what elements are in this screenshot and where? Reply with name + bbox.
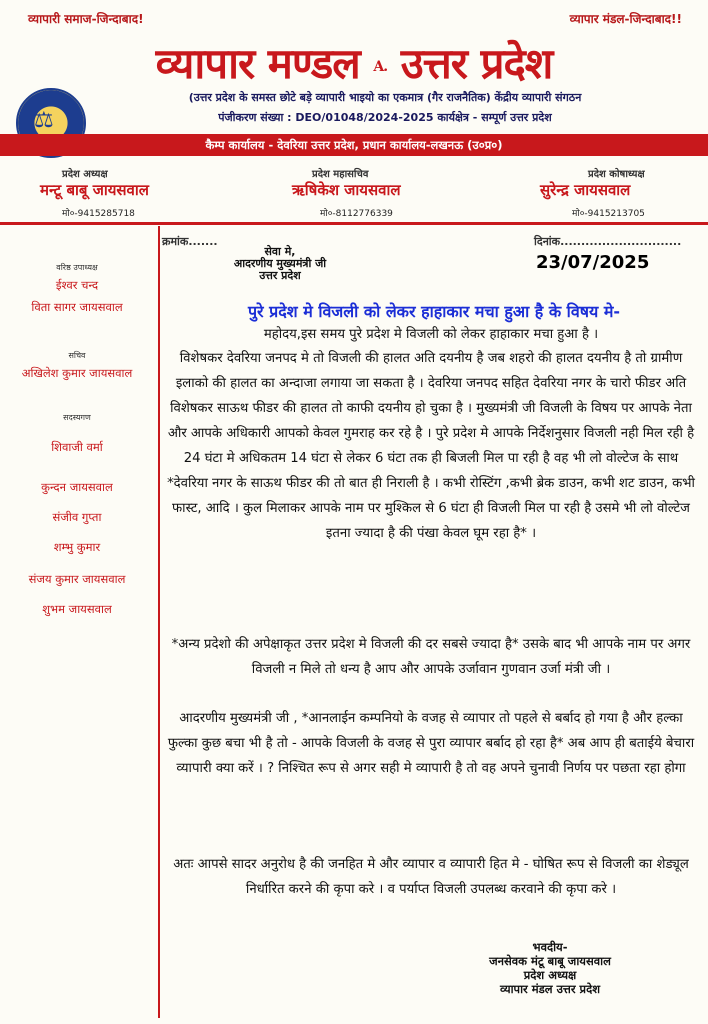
sidebar-member: शिवाजी वर्मा bbox=[51, 440, 103, 454]
sidebar-members-role: सदस्यगण bbox=[63, 413, 91, 422]
letter-paragraph: विशेषकर देवरिया जनपद मे तो विजली की हालत अति दयनीय है जब शहरो की हालत दयनीय है तो ग्रामीण इलाको की हालत का अन्दाजा लगाया जा सकता है । देवरिया जनपद सहित देवरिया नगर के चारो फीडर अति विशेषकर साऊथ फीडर की हालत तो काफी दयनीय हो चुका है । मुख्यमंत्री जी विजली के विषय पर आपके नेता और आपके अधिकारी आपको केवल गुमराह कर रहे है । पुरे प्रदेश मे आपके निर्देशनुसार विजली नही मिल रही है 24 घंटा मे अधिकतम 14 घंटा से लेकर 6 घंटा तक ही बिजली मिल पा रही है वह भी लो वोल्टेज के साथ *देवरिया नगर के साऊथ फीडर की तो बात ही निराली है । कभी रोस्टिंग ,कभी ब्रेक डाउन, कभी शट डाउन, कभी फास्ट, आदि । कुल मिलाकर आपके नाम पर मुश्किल से 6 घंटा ही विजली मिल पा रही है उसमे भी लो वोल्टेज इतना ज्यादा है की पंखा केवल घूम रहा है* । bbox=[167, 351, 695, 541]
title-reg: A. bbox=[373, 59, 388, 75]
letter-date: 23/07/2025 bbox=[536, 252, 650, 273]
sign-line: प्रदेश अध्यक्ष bbox=[523, 968, 577, 982]
sidebar-vice-2: विता सागर जायसवाल bbox=[31, 300, 123, 314]
sign-line: व्यापार मंडल उत्तर प्रदेश bbox=[499, 982, 601, 996]
signature-block bbox=[440, 940, 660, 996]
sidebar-member: संजय कुमार जायसवाल bbox=[28, 572, 126, 586]
officer-name-treasurer: सुरेन्द्र जायसवाल bbox=[540, 181, 631, 199]
organization-subtitle: (उत्तर प्रदेश के समस्त छोटे बड़े व्यापारी भाइयो का एकमात्र (गैर राजनैतिक) केंद्रीय व्यापारी संगठन bbox=[188, 91, 582, 104]
officer-phone-president: मो०-9415285718 bbox=[62, 209, 135, 219]
sidebar-vice-1: ईश्वर चन्द bbox=[55, 278, 99, 292]
sidebar-member: कुन्दन जायसवाल bbox=[41, 480, 113, 494]
letter-subject: पुरे प्रदेश मे विजली को लेकर हाहाकार मचा हुआ है के विषय मे- bbox=[247, 302, 621, 321]
officer-name-president: मन्टू बाबू जायसवाल bbox=[40, 181, 149, 199]
slogan-right: व्यापार मंडल-जिन्दाबाद!! bbox=[569, 12, 682, 26]
addr-line: सेवा मे, bbox=[264, 245, 296, 258]
reference-number: क्रमांक....... bbox=[162, 235, 218, 248]
letter-paragraph: आदरणीय मुख्यमंत्री जी , *आनलाईन कम्पनियो के वजह से व्यापार तो पहले से बर्बाद हो गया है और हल्का फुल्का कुछ बचा भी है तो - आपके विजली के वजह से पुरा व्यापार बर्बाद हो रहा है* अब आप ही बताईये बेचारा व्यापारी क्या करें । ? निश्चित रूप से अगर सही मे व्यापारी है तो वह अपने चुनावी निर्णय पर पछता रहा होगा bbox=[167, 711, 695, 776]
addr-line: आदरणीय मुख्यमंत्री जी bbox=[233, 257, 327, 270]
organization-title bbox=[0, 34, 708, 91]
sidebar-sec-role: सचिव bbox=[68, 351, 86, 360]
sidebar-vice-role: वरिष्ठ उपाध्यक्ष bbox=[56, 263, 98, 272]
officer-role-secretary: प्रदेश महासचिव bbox=[312, 169, 369, 180]
sidebar-sec-1: अखिलेश कुमार जायसवाल bbox=[21, 366, 133, 380]
sidebar-member: शुभम जायसवाल bbox=[42, 602, 112, 616]
officer-phone-secretary: मो०-8112776339 bbox=[320, 209, 393, 219]
slogan-left: व्यापारी समाज-जिन्दाबाद! bbox=[28, 12, 144, 26]
sidebar-member: संजीव गुप्ता bbox=[52, 510, 102, 524]
sidebar-divider bbox=[158, 226, 160, 1018]
letter-paragraph: अतः आपसे सादर अनुरोध है की जनहित मे और व्यापार व व्यापारी हित मे - घोषित रूप से विजली का शेड्यूल निर्धारित करने की कृपा करे । व पर्याप्त विजली उपलब्ध करवाने की कृपा करे । bbox=[173, 857, 689, 897]
registration-line: पंजीकरण संख्या : DEO/01048/2024-2025 कार्यक्षेत्र - सम्पूर्ण उत्तर प्रदेश bbox=[218, 111, 552, 124]
officer-phone-treasurer: मो०-9415213705 bbox=[572, 209, 645, 219]
letter-paragraph: *अन्य प्रदेशो की अपेक्षाकृत उत्तर प्रदेश मे विजली की दर सबसे ज्यादा है* उसके बाद भी आपके नाम पर अगर विजली न मिले तो धन्य है आप और आपके उर्जावान गुणवान उर्जा मंत्री जी । bbox=[171, 637, 691, 677]
recipient-address bbox=[200, 246, 360, 282]
sidebar-member: शम्भु कुमार bbox=[53, 540, 101, 554]
sign-line: जनसेवक मंटू बाबू जायसवाल bbox=[489, 954, 611, 968]
letter-paragraph: महोदय,इस समय पुरे प्रदेश मे विजली को लेकर हाहाकार मचा हुआ है । bbox=[263, 327, 599, 342]
title-main: व्यापार मण्डल bbox=[155, 39, 360, 88]
addr-line: उत्तर प्रदेश bbox=[259, 269, 301, 282]
officer-role-president: प्रदेश अध्यक्ष bbox=[62, 169, 108, 180]
title-state: उत्तर प्रदेश bbox=[400, 39, 553, 88]
office-band: कैम्प कार्यालय - देवरिया उत्तर प्रदेश, प्रधान कार्यालय-लखनऊ (उ०प्र०) bbox=[0, 134, 708, 156]
header-divider bbox=[0, 222, 708, 225]
officer-role-treasurer: प्रदेश कोषाध्यक्ष bbox=[588, 169, 645, 180]
date-label: दिनांक............................. bbox=[534, 235, 682, 248]
officer-name-secretary: ऋषिकेश जायसवाल bbox=[292, 181, 401, 199]
scale-icon: ⚖ bbox=[34, 108, 54, 133]
sign-line: भवदीय- bbox=[532, 940, 568, 954]
